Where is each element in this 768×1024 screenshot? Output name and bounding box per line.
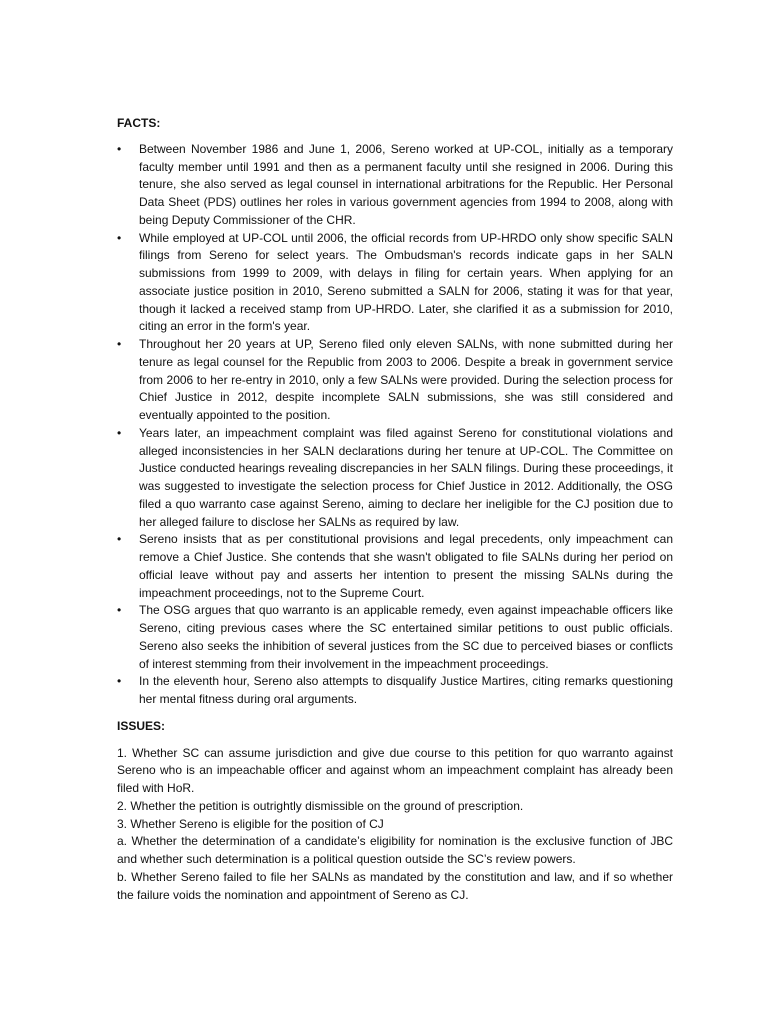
facts-list xyxy=(117,141,673,709)
document-page xyxy=(117,115,673,904)
fact-text: The OSG argues that quo warranto is an applicable remedy, even against impeachable officers like Sereno, citing previous cases where the SC entertained similar petitions to oust public officials. Sereno also seeks the inhibition of several justices from the SC due to perceived biases or conflicts of interest stemming from their involvement in the impeachment proceedings. xyxy=(139,603,673,671)
list-item xyxy=(117,230,673,337)
fact-text: Throughout her 20 years at UP, Sereno filed only eleven SALNs, with none submitted during her tenure as legal counsel for the Republic from 2003 to 2006. Despite a break in government service from 2006 to her re-entry in 2010, only a few SALNs were provided. During the selection process for Chief Justice in 2012, despite incomplete SALN submissions, she was still considered and eventually appointed to the position. xyxy=(139,337,673,422)
list-item xyxy=(117,141,673,230)
fact-text: In the eleventh hour, Sereno also attempts to disqualify Justice Martires, citing remarks questioning her mental fitness during oral arguments. xyxy=(139,674,673,706)
bullet-icon: • xyxy=(117,674,122,689)
list-item xyxy=(117,425,673,532)
facts-heading: FACTS: xyxy=(117,116,161,130)
list-item xyxy=(117,602,673,673)
issue-item: a. Whether the determination of a candidate’s eligibility for nomination is the exclusive function of JBC and whether such determination is a political question outside the SC’s review powers. xyxy=(117,834,673,866)
bullet-icon: • xyxy=(117,141,122,156)
issue-item: 2. Whether the petition is outrightly dismissible on the ground of prescription. xyxy=(117,798,524,813)
list-item xyxy=(117,531,673,602)
bullet-icon: • xyxy=(117,337,122,351)
bullet-icon: • xyxy=(117,603,122,618)
issue-item: b. Whether Sereno failed to file her SALNs as mandated by the constitution and law, and if so whether the failure voids the nomination and appointment of Sereno as CJ. xyxy=(117,869,673,902)
fact-text: Years later, an impeachment complaint was filed against Sereno for constitutional violations and alleged inconsistencies in her SALN declarations during her tenure at UP-COL. The Committee on Justice conducted hearings revealing discrepancies in her SALN filings. During these proceedings, it was suggested to investigate the selection process for Chief Justice in 2012. Additionally, the OSG filed a quo warranto case against Sereno, aiming to declare her ineligible for the CJ position due to her alleged failure to disclose her SALNs as required by law. xyxy=(139,425,673,529)
fact-text: Sereno insists that as per constitutional provisions and legal precedents, only impeachment can remove a Chief Justice. She contends that she wasn't obligated to file SALNs during her period on official leave without pay and asserts her intention to present the missing SALNs during the impeachment proceedings, not to the Supreme Court. xyxy=(139,532,673,600)
list-item xyxy=(117,336,673,425)
issues-list xyxy=(117,745,673,905)
fact-text: While employed at UP-COL until 2006, the official records from UP-HRDO only show specific SALN filings from Sereno for select years. The Ombudsman's records indicate gaps in her SALN submissions from 1999 to 2009, with delays in filing for certain years. When applying for an associate justice position in 2010, Sereno submitted a SALN for 2006, stating it was for that year, though it lacked a received stamp from UP-HRDO. Later, she clarified it as a submission for 2010, citing an error in the form's year. xyxy=(139,230,673,334)
bullet-icon: • xyxy=(117,425,122,440)
issues-heading: ISSUES: xyxy=(117,718,166,733)
issue-item: 3. Whether Sereno is eligible for the position of CJ xyxy=(117,816,384,831)
bullet-icon: • xyxy=(117,532,122,547)
list-item xyxy=(117,673,673,709)
bullet-icon: • xyxy=(117,230,122,245)
issue-item: 1. Whether SC can assume jurisdiction and give due course to this petition for quo warranto against Sereno who is an impeachable officer and against whom an impeachment complaint has already been filed with HoR. xyxy=(117,745,673,795)
fact-text: Between November 1986 and June 1, 2006, Sereno worked at UP-COL, initially as a temporary faculty member until 1991 and then as a permanent faculty until she resigned in 2006. During this tenure, she also served as legal counsel in international arbitrations for the Republic. Her Personal Data Sheet (PDS) outlines her roles in various government agencies from 1994 to 2008, along with being Deputy Commissioner of the CHR. xyxy=(139,141,673,227)
